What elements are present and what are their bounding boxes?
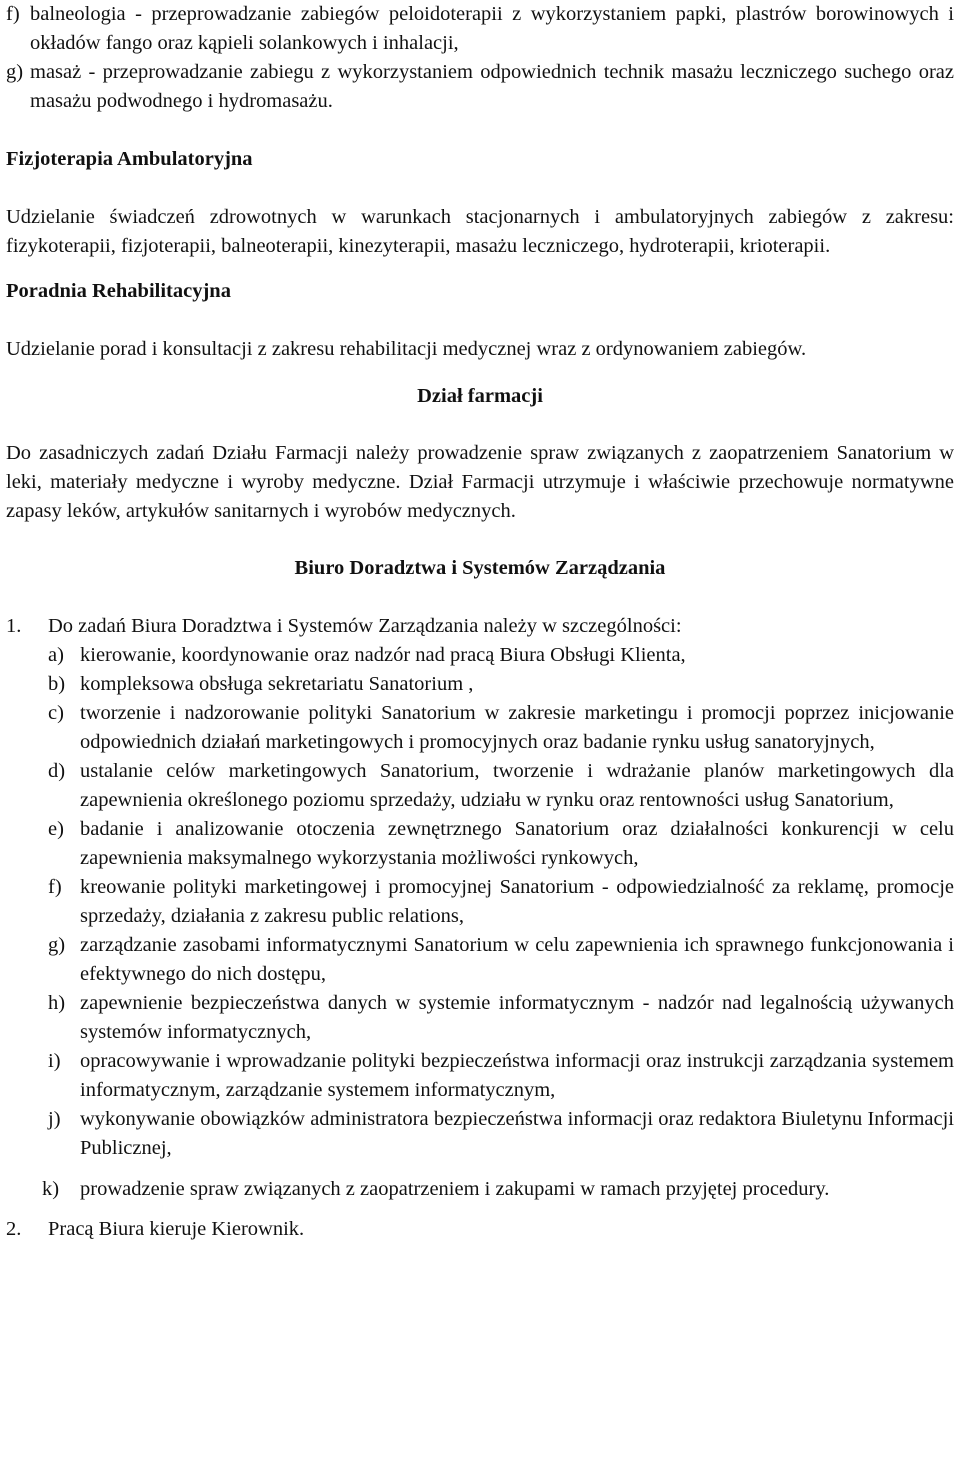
section-body-fizjoterapia: Udzielanie świadczeń zdrowotnych w warunkach stacjonarnych i ambulatoryjnych zabiegów z zakresu: fizykoterapii, fizjoterapii, balneoterapii, kinezyterapii, masażu leczniczego, hydroterapii, krioterapii. xyxy=(6,206,954,257)
list-text: zarządzanie zasobami informatycznymi Sanatorium w celu zapewnienia ich sprawnego funkcjonowania i efektywnego do nich dostępu, xyxy=(80,934,954,985)
item-number: 1. xyxy=(6,615,22,637)
top-list xyxy=(6,0,954,116)
numbered-item-2 xyxy=(6,1215,954,1244)
list-item xyxy=(48,1105,954,1163)
list-item xyxy=(6,0,954,58)
list-label: i) xyxy=(48,1050,61,1072)
list-item xyxy=(48,815,954,873)
list-text: kompleksowa obsługa sekretariatu Sanatorium , xyxy=(80,673,474,695)
list-text: balneologia - przeprowadzanie zabiegów peloidoterapii z wykorzystaniem papki, plastrów borowinowych i okładów fango oraz kąpieli solankowych i inhalacji, xyxy=(30,3,954,54)
list-item xyxy=(48,989,954,1047)
list-label: c) xyxy=(48,702,64,724)
list-text: tworzenie i nadzorowanie polityki Sanatorium w zakresie marketingu i promocji poprzez inicjowanie odpowiednich działań marketingowych i promocyjnych oraz badanie rynku usług sanatoryjnych, xyxy=(80,702,954,753)
section-heading-fizjoterapia: Fizjoterapia Ambulatoryjna xyxy=(6,148,253,170)
list-item xyxy=(42,1175,954,1204)
list-label: b) xyxy=(48,673,66,695)
list-item xyxy=(6,58,954,116)
list-item xyxy=(48,641,954,670)
list-item xyxy=(48,699,954,757)
list-item xyxy=(48,1047,954,1105)
list-label: h) xyxy=(48,992,66,1014)
list-label: j) xyxy=(48,1108,61,1130)
section-heading-biuro: Biuro Doradztwa i Systemów Zarządzania xyxy=(294,557,666,579)
list-item xyxy=(48,931,954,989)
list-label: f) xyxy=(48,876,62,898)
list-item xyxy=(48,670,954,699)
list-label: g) xyxy=(6,61,24,83)
item-text: Do zadań Biura Doradztwa i Systemów Zarządzania należy w szczególności: xyxy=(48,615,682,637)
sub-list xyxy=(6,641,954,1204)
list-label: g) xyxy=(48,934,66,956)
list-text: prowadzenie spraw związanych z zaopatrzeniem i zakupami w ramach przyjętej procedury. xyxy=(80,1178,830,1200)
list-text: ustalanie celów marketingowych Sanatorium, tworzenie i wdrażanie planów marketingowych dla zapewnienia określonego poziomu sprzedaży, udziału w rynku oraz rentowności usług Sanatorium, xyxy=(80,760,954,811)
item-number: 2. xyxy=(6,1218,22,1240)
section-body-farmacja: Do zasadniczych zadań Działu Farmacji należy prowadzenie spraw związanych z zaopatrzeniem Sanatorium w leki, materiały medyczne i wyroby medyczne. Dział Farmacji utrzymuje i właściwie przechowuje normatywne zapasy leków, artykułów sanitarnych i wyrobów medycznych. xyxy=(6,442,954,522)
list-text: badanie i analizowanie otoczenia zewnętrznego Sanatorium oraz działalności konkurencji w celu zapewnienia maksymalnego wykorzystania możliwości rynkowych, xyxy=(80,818,954,869)
list-text: kreowanie polityki marketingowej i promocyjnej Sanatorium - odpowiedzialność za reklamę, promocje sprzedaży, działania z zakresu public relations, xyxy=(80,876,954,927)
list-label: k) xyxy=(42,1178,60,1200)
list-text: masaż - przeprowadzanie zabiegu z wykorzystaniem odpowiednich technik masażu leczniczego suchego oraz masażu podwodnego i hydromasażu. xyxy=(30,61,954,112)
section-heading-poradnia: Poradnia Rehabilitacyjna xyxy=(6,280,231,302)
item-text: Pracą Biura kieruje Kierownik. xyxy=(48,1218,305,1240)
list-label: e) xyxy=(48,818,64,840)
list-text: kierowanie, koordynowanie oraz nadzór nad pracą Biura Obsługi Klienta, xyxy=(80,644,686,666)
numbered-item-1 xyxy=(6,612,954,641)
list-item xyxy=(48,757,954,815)
list-text: zapewnienie bezpieczeństwa danych w systemie informatycznym - nadzór nad legalnością używanych systemów informatycznych, xyxy=(80,992,954,1043)
section-body-poradnia: Udzielanie porad i konsultacji z zakresu rehabilitacji medycznej wraz z ordynowaniem zabiegów. xyxy=(6,338,807,360)
list-item xyxy=(48,873,954,931)
list-label: d) xyxy=(48,760,66,782)
list-text: wykonywanie obowiązków administratora bezpieczeństwa informacji oraz redaktora Biuletynu Informacji Publicznej, xyxy=(80,1108,954,1159)
list-label: a) xyxy=(48,644,64,666)
list-label: f) xyxy=(6,3,20,25)
list-text: opracowywanie i wprowadzanie polityki bezpieczeństwa informacji oraz instrukcji zarządzania systemem informatycznym, zarządzanie systemem informatycznym, xyxy=(80,1050,954,1101)
section-heading-farmacja: Dział farmacji xyxy=(417,385,543,407)
